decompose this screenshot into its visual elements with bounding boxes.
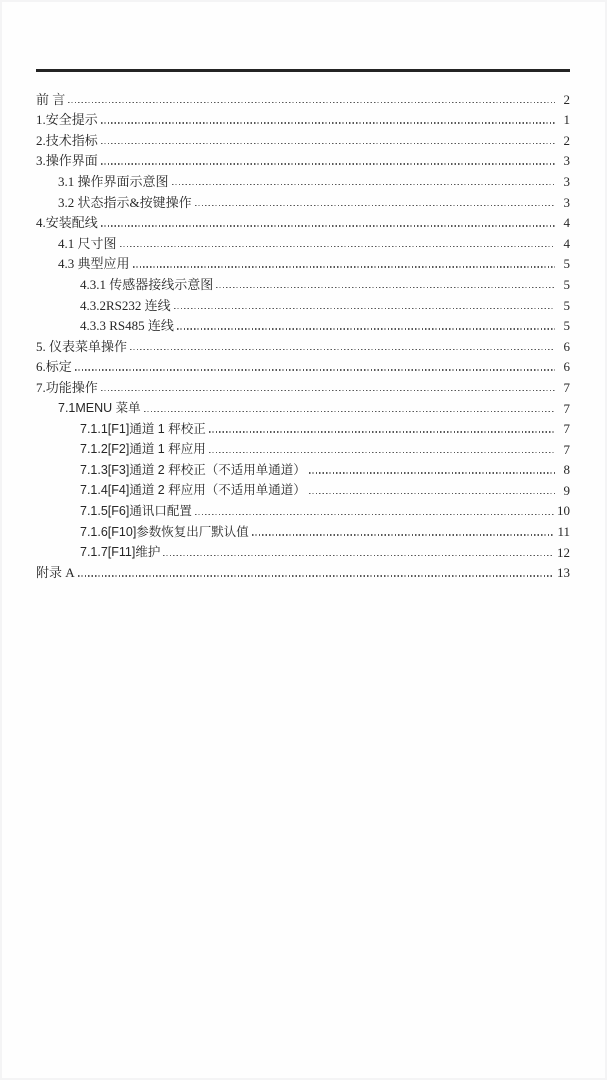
toc-page-number: 3 xyxy=(563,173,570,189)
toc-dot-leader xyxy=(172,184,555,185)
toc-entry xyxy=(36,541,570,562)
toc-entry-label: 7.1MENU 菜单 xyxy=(58,401,141,415)
toc-dot-leader xyxy=(195,205,555,206)
toc-dot-leader xyxy=(101,225,555,226)
toc-entry-label: 7.功能操作 xyxy=(36,379,98,395)
toc-page-number: 2 xyxy=(563,91,570,107)
toc-entry xyxy=(36,335,570,356)
toc-dot-leader xyxy=(309,493,555,494)
toc-entry xyxy=(36,459,570,480)
toc-page-number: 5 xyxy=(563,318,570,334)
toc-entry-label: 4.1 尺寸图 xyxy=(58,235,117,251)
toc-entry-label: 7.1.3[F3]通道 2 秤校正（不适用单通道） xyxy=(80,462,306,477)
toc-page-number: 6 xyxy=(563,359,570,375)
toc-page-number: 11 xyxy=(557,524,570,540)
toc-entry xyxy=(36,438,570,459)
toc-page-number: 7 xyxy=(563,421,570,437)
toc-entry-label: 3.2 状态指示&按键操作 xyxy=(58,194,192,210)
header-rule xyxy=(36,69,570,72)
toc-entry-label: 7.1.1[F1]通道 1 秤校正 xyxy=(80,421,206,436)
toc-dot-leader xyxy=(101,390,555,391)
toc-entry xyxy=(36,500,570,521)
toc-page-number: 7 xyxy=(563,400,570,416)
toc-dot-leader xyxy=(120,246,555,247)
toc-dot-leader xyxy=(75,369,555,370)
toc-dot-leader xyxy=(209,452,555,453)
toc-entry xyxy=(36,150,570,171)
toc-entry xyxy=(36,109,570,130)
toc-dot-leader xyxy=(195,514,554,515)
toc-dot-leader xyxy=(130,349,555,350)
toc-entry xyxy=(36,88,570,109)
toc-entry-label: 3.1 操作界面示意图 xyxy=(58,173,169,189)
toc-entry xyxy=(36,376,570,397)
toc-entry-label: 附录 A xyxy=(36,565,75,581)
toc-entry-label: 4.3.1 传感器接线示意图 xyxy=(80,276,214,292)
toc-page-number: 2 xyxy=(563,132,570,148)
toc-page-number: 4 xyxy=(563,215,570,231)
toc-page-number: 3 xyxy=(563,153,570,169)
toc-dot-leader xyxy=(209,431,555,432)
toc-entry xyxy=(36,191,570,212)
toc-entry-label: 4.3 典型应用 xyxy=(58,256,130,272)
toc-dot-leader xyxy=(101,122,555,123)
toc-entry-label: 7.1.4[F4]通道 2 秤应用（不适用单通道） xyxy=(80,483,306,498)
toc-entry-label: 1.安全提示 xyxy=(36,112,98,128)
toc-list xyxy=(36,88,570,582)
toc-page-number: 12 xyxy=(557,544,570,560)
toc-page-number: 6 xyxy=(563,338,570,354)
toc-entry xyxy=(36,129,570,150)
toc-entry xyxy=(36,253,570,274)
toc-page-number: 4 xyxy=(563,235,570,251)
toc-entry-label: 3.操作界面 xyxy=(36,153,98,169)
toc-page-number: 3 xyxy=(563,194,570,210)
toc-entry xyxy=(36,315,570,336)
toc-page-number: 7 xyxy=(563,379,570,395)
toc-page-number: 1 xyxy=(563,112,570,128)
toc-entry xyxy=(36,562,570,583)
toc-page-number: 9 xyxy=(563,482,570,498)
toc-entry xyxy=(36,273,570,294)
toc-dot-leader xyxy=(133,266,555,267)
toc-entry-label: 7.1.2[F2]通道 1 秤应用 xyxy=(80,442,206,457)
toc-entry-label: 4.3.3 RS485 连线 xyxy=(80,318,174,334)
toc-entry-label: 4.3.2RS232 连线 xyxy=(80,297,171,313)
toc-dot-leader xyxy=(309,472,555,473)
toc-page-number: 8 xyxy=(563,462,570,478)
toc-entry xyxy=(36,170,570,191)
toc-entry-label: 4.安装配线 xyxy=(36,215,98,231)
toc-dot-leader xyxy=(101,143,555,144)
toc-entry xyxy=(36,232,570,253)
toc-entry-label: 6.标定 xyxy=(36,359,72,375)
toc-dot-leader xyxy=(68,102,555,103)
toc-page-number: 13 xyxy=(557,565,570,581)
toc-page-number: 5 xyxy=(563,297,570,313)
toc-page-number: 7 xyxy=(563,441,570,457)
toc-entry-label: 7.1.6[F10]参数恢复出厂默认值 xyxy=(80,524,249,539)
toc-entry xyxy=(36,520,570,541)
toc-entry xyxy=(36,356,570,377)
toc-entry xyxy=(36,294,570,315)
toc-entry-label: 7.1.5[F6]通讯口配置 xyxy=(80,503,192,518)
toc-entry-label: 前 言 xyxy=(36,91,66,107)
toc-dot-leader xyxy=(101,163,555,164)
toc-dot-leader xyxy=(177,328,555,329)
toc-dot-leader xyxy=(78,575,554,576)
toc-entry xyxy=(36,418,570,439)
toc-entry-label: 7.1.7[F11]维护 xyxy=(80,545,161,560)
toc-dot-leader xyxy=(144,411,555,412)
toc-entry xyxy=(36,397,570,418)
toc-page-number: 5 xyxy=(563,276,570,292)
toc-dot-leader xyxy=(163,555,554,556)
toc-dot-leader xyxy=(252,534,555,535)
toc-dot-leader xyxy=(216,287,555,288)
toc-dot-leader xyxy=(174,308,555,309)
toc-entry xyxy=(36,212,570,233)
toc-entry-label: 2.技术指标 xyxy=(36,132,98,148)
toc-entry-label: 5. 仪表菜单操作 xyxy=(36,338,128,354)
toc-page-number: 5 xyxy=(563,256,570,272)
toc-entry xyxy=(36,479,570,500)
toc-page-number: 10 xyxy=(557,503,570,519)
